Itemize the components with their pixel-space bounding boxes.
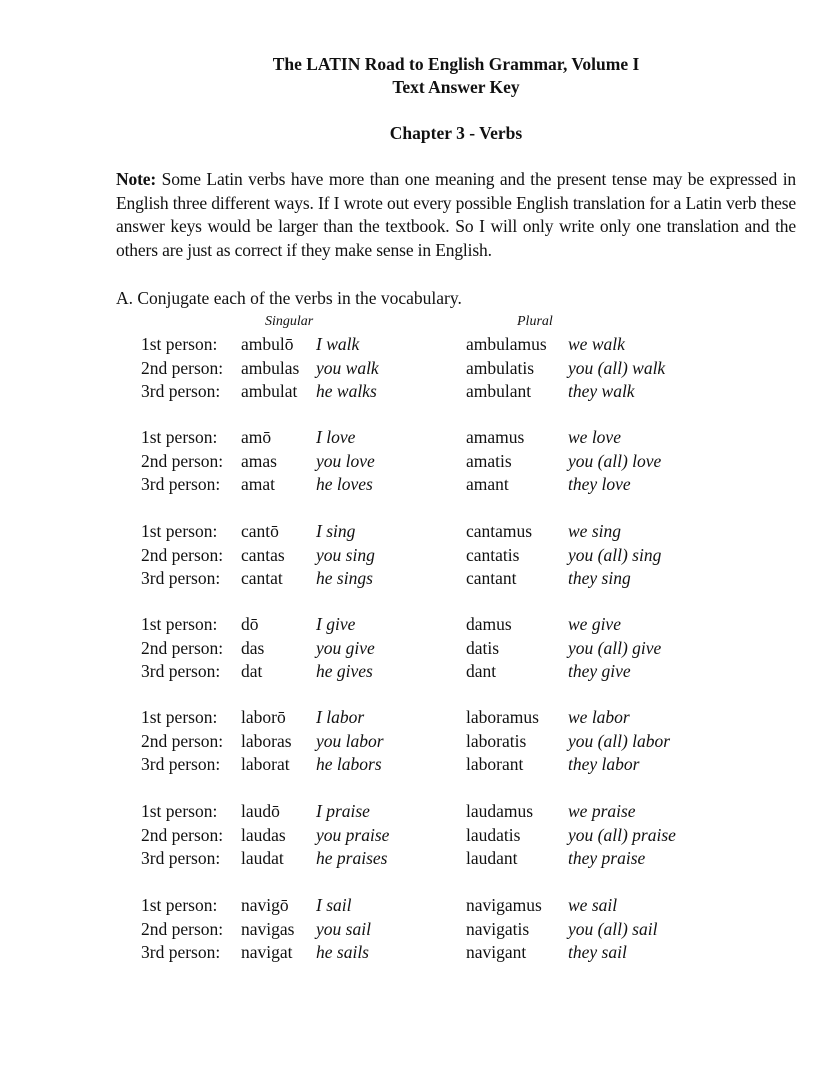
singular-translation: you labor [316,730,384,751]
conjugation-row [0,824,840,848]
conjugation-row [0,730,840,754]
plural-translation: you (all) sing [568,544,662,565]
singular-form: amas [241,450,277,471]
verb-conjugation-group [0,894,840,965]
person-label: 1st person: [141,521,218,541]
singular-translation: I love [316,427,356,447]
singular-translation: he labors [316,754,382,774]
person-label: 1st person: [141,427,218,447]
plural-translation: they labor [568,754,640,774]
conjugation-row [0,637,840,661]
verb-conjugation-group [0,333,840,404]
plural-form: cantant [466,568,517,588]
plural-form: datis [466,637,500,658]
singular-form: dō [241,614,259,634]
person-label: 3rd person: [141,568,221,588]
plural-translation: they sail [568,942,627,962]
note-text: Some Latin verbs have more than one meaning and the present tense may be expressed in English three different ways. If I wrote out every possible English translation for a Latin verb these answer keys would be larger than the textbook. So I will only write only one translation and the others are just as correct if they make sense in English. [116,169,796,260]
plural-form: laboramus [466,707,539,727]
singular-translation: he walks [316,381,377,401]
singular-translation: you sail [316,918,371,939]
person-label: 2nd person: [141,824,224,845]
conjugation-row [0,918,840,942]
singular-form: das [241,637,265,658]
singular-translation: I give [316,614,356,634]
singular-form: ambulō [241,334,294,354]
singular-translation: he praises [316,848,388,868]
singular-translation: I sing [316,521,356,541]
singular-form: amat [241,474,276,494]
person-label: 3rd person: [141,942,221,962]
plural-column-header: Plural [517,314,553,329]
singular-translation: you give [316,637,375,658]
plural-form: amant [466,474,509,494]
conjugation-row [0,426,840,450]
plural-form: cantamus [466,521,533,541]
plural-translation: they sing [568,568,631,588]
singular-form: navigas [241,918,295,939]
plural-form: cantatis [466,544,520,565]
singular-form: cantat [241,568,283,588]
plural-form: amatis [466,450,512,471]
singular-form: navigat [241,942,293,962]
plural-translation: we sing [568,521,621,541]
plural-translation: they walk [568,381,635,401]
person-label: 1st person: [141,707,218,727]
plural-translation: we labor [568,707,630,727]
conjugation-row [0,706,840,730]
person-label: 2nd person: [141,357,224,378]
document-title: The LATIN Road to English Grammar, Volume I [272,54,640,74]
person-label: 2nd person: [141,637,224,658]
plural-form: navigamus [466,895,542,915]
singular-form: navigō [241,895,289,915]
conjugation-row [0,941,840,965]
exercise-instruction: A. Conjugate each of the verbs in the vocabulary. [116,288,462,308]
person-label: 3rd person: [141,848,221,868]
conjugation-row [0,894,840,918]
conjugation-row [0,753,840,777]
singular-form: laborat [241,754,290,774]
singular-form: dat [241,661,263,681]
conjugation-row [0,613,840,637]
singular-translation: he sails [316,942,369,962]
plural-translation: you (all) praise [568,824,676,845]
singular-translation: he loves [316,474,373,494]
plural-translation: we sail [568,895,618,915]
singular-translation: I walk [316,334,360,354]
person-label: 2nd person: [141,450,224,471]
verb-conjugation-group [0,800,840,871]
singular-form: laboras [241,730,292,751]
singular-translation: you sing [316,544,375,565]
plural-form: ambulatis [466,357,535,378]
conjugation-row [0,544,840,568]
plural-form: laboratis [466,730,527,751]
singular-form: ambulat [241,381,298,401]
plural-form: laudamus [466,801,534,821]
person-label: 3rd person: [141,661,221,681]
conjugation-row [0,380,840,404]
person-label: 3rd person: [141,474,221,494]
conjugation-row [0,660,840,684]
plural-translation: you (all) give [568,637,662,658]
plural-translation: we praise [568,801,636,821]
conjugation-row [0,800,840,824]
conjugation-row [0,473,840,497]
singular-translation: I sail [316,895,352,915]
person-label: 1st person: [141,801,218,821]
singular-form: laudat [241,848,284,868]
singular-form: amō [241,427,272,447]
plural-translation: they give [568,661,631,681]
singular-form: cantas [241,544,285,565]
plural-translation: we give [568,614,621,634]
plural-form: navigant [466,942,527,962]
document-subtitle: Text Answer Key [392,77,520,97]
plural-form: ambulamus [466,334,547,354]
singular-translation: you praise [316,824,390,845]
plural-translation: they praise [568,848,646,868]
conjugation-row [0,450,840,474]
plural-translation: you (all) sail [568,918,658,939]
plural-translation: you (all) walk [568,357,666,378]
verb-conjugation-group [0,520,840,591]
person-label: 1st person: [141,614,218,634]
plural-form: ambulant [466,381,532,401]
plural-form: amamus [466,427,525,447]
conjugation-row [0,520,840,544]
verb-conjugation-group [0,613,840,684]
plural-form: laudatis [466,824,521,845]
plural-translation: we love [568,427,621,447]
plural-form: dant [466,661,497,681]
person-label: 2nd person: [141,918,224,939]
singular-form: laborō [241,707,286,727]
plural-form: damus [466,614,512,634]
singular-translation: you love [316,450,375,471]
plural-translation: you (all) labor [568,730,671,751]
plural-translation: you (all) love [568,450,662,471]
singular-form: cantō [241,521,279,541]
singular-form: laudō [241,801,280,821]
conjugation-row [0,567,840,591]
note-paragraph [116,168,796,262]
verb-conjugation-group [0,706,840,777]
person-label: 2nd person: [141,544,224,565]
verb-conjugation-group [0,426,840,497]
conjugation-row [0,357,840,381]
conjugation-row [0,333,840,357]
singular-translation: I labor [316,707,365,727]
conjugation-row [0,847,840,871]
plural-form: navigatis [466,918,530,939]
singular-translation: he sings [316,568,373,588]
note-label: Note: [116,169,157,189]
singular-form: ambulas [241,357,300,378]
person-label: 1st person: [141,895,218,915]
person-label: 3rd person: [141,381,221,401]
singular-translation: he gives [316,661,373,681]
plural-translation: we walk [568,334,625,354]
plural-translation: they love [568,474,631,494]
singular-translation: you walk [316,357,379,378]
singular-column-header: Singular [265,314,314,329]
plural-form: laborant [466,754,524,774]
chapter-heading: Chapter 3 - Verbs [389,123,523,143]
person-label: 2nd person: [141,730,224,751]
plural-form: laudant [466,848,518,868]
singular-translation: I praise [316,801,370,821]
person-label: 1st person: [141,334,218,354]
singular-form: laudas [241,824,286,845]
person-label: 3rd person: [141,754,221,774]
